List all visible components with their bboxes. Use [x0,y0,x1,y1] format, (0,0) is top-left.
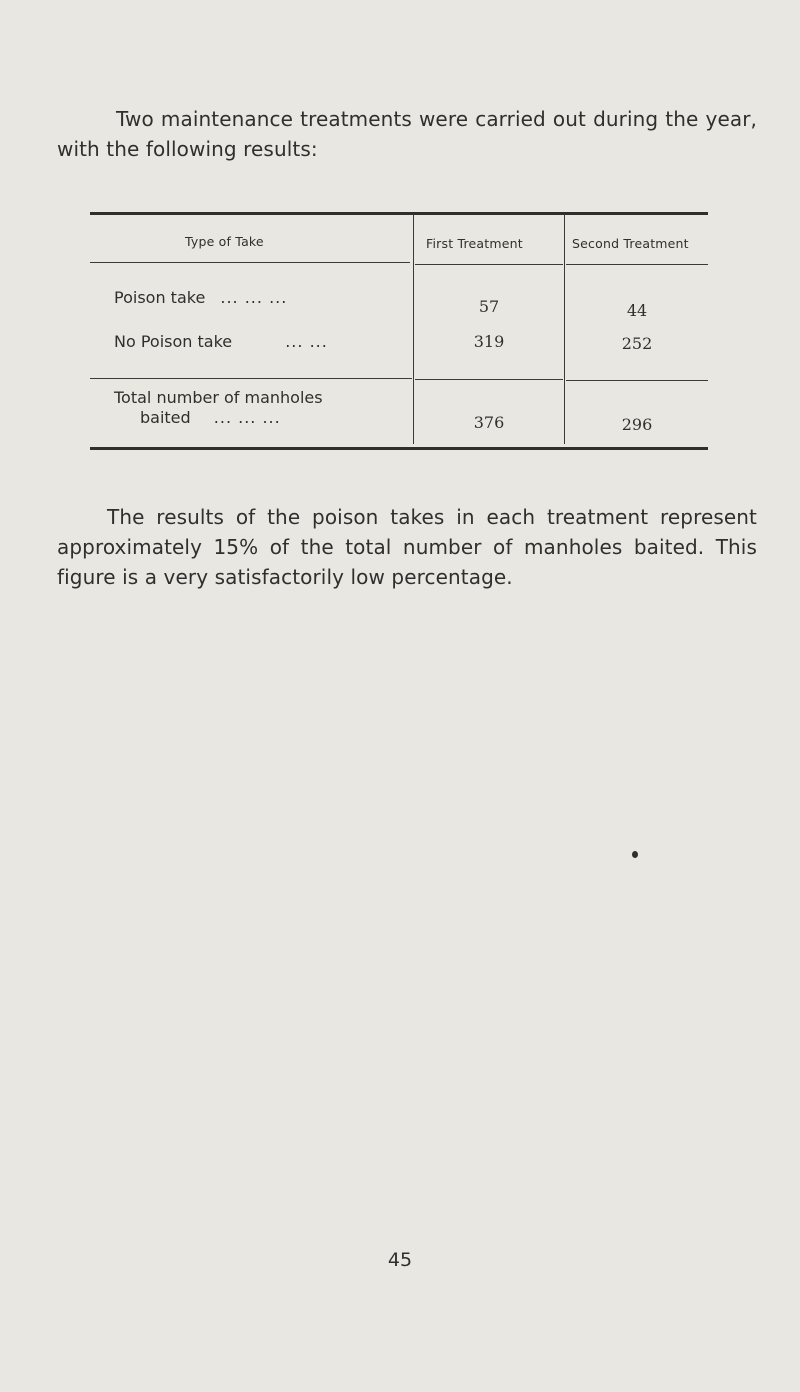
row-second-value: 252 [621,334,653,353]
leader-dots: ... ... ... [220,288,288,307]
column-separator-1 [413,214,414,444]
header-first-treatment: First Treatment [426,236,523,251]
row-label-text: Poison take [114,288,206,307]
table-row-label [114,332,328,351]
header-rule-col2 [415,264,563,265]
ink-speck [632,851,638,858]
column-separator-2 [564,214,565,444]
closing-paragraph: The results of the poison takes in each treatment represent approximately 15% of the total number of manholes baited. This figure is a very satisfactorily low percentage. [57,505,757,589]
leader-dots: ... ... [285,332,328,351]
intro-paragraph: Two maintenance treatments were carried out during the year, with the following results: [57,107,757,161]
table-top-rule [90,212,708,215]
row-first-value: 57 [478,297,500,316]
results-table [90,212,708,452]
row-first-value: 319 [473,332,505,351]
row-label-text: No Poison take [114,332,233,351]
total-first-value: 376 [473,413,505,432]
row-second-value: 44 [626,301,648,320]
leader-dots: ... ... ... [213,408,281,427]
header-rule-col1 [90,262,410,263]
total-second-value: 296 [621,415,653,434]
header-rule-col3 [566,264,708,265]
total-label-text: baited [140,408,191,427]
table-row-label [114,288,287,307]
total-label-line1: Total number of manholes [114,388,323,407]
header-type-of-take: Type of Take [185,234,264,249]
page-number: 45 [387,1249,413,1271]
header-second-treatment: Second Treatment [572,236,689,251]
total-rule-col3 [566,380,708,381]
total-label-line2 [140,408,281,427]
table-bottom-rule [90,447,708,450]
total-rule-col2 [415,379,563,380]
total-rule-col1 [90,378,412,379]
